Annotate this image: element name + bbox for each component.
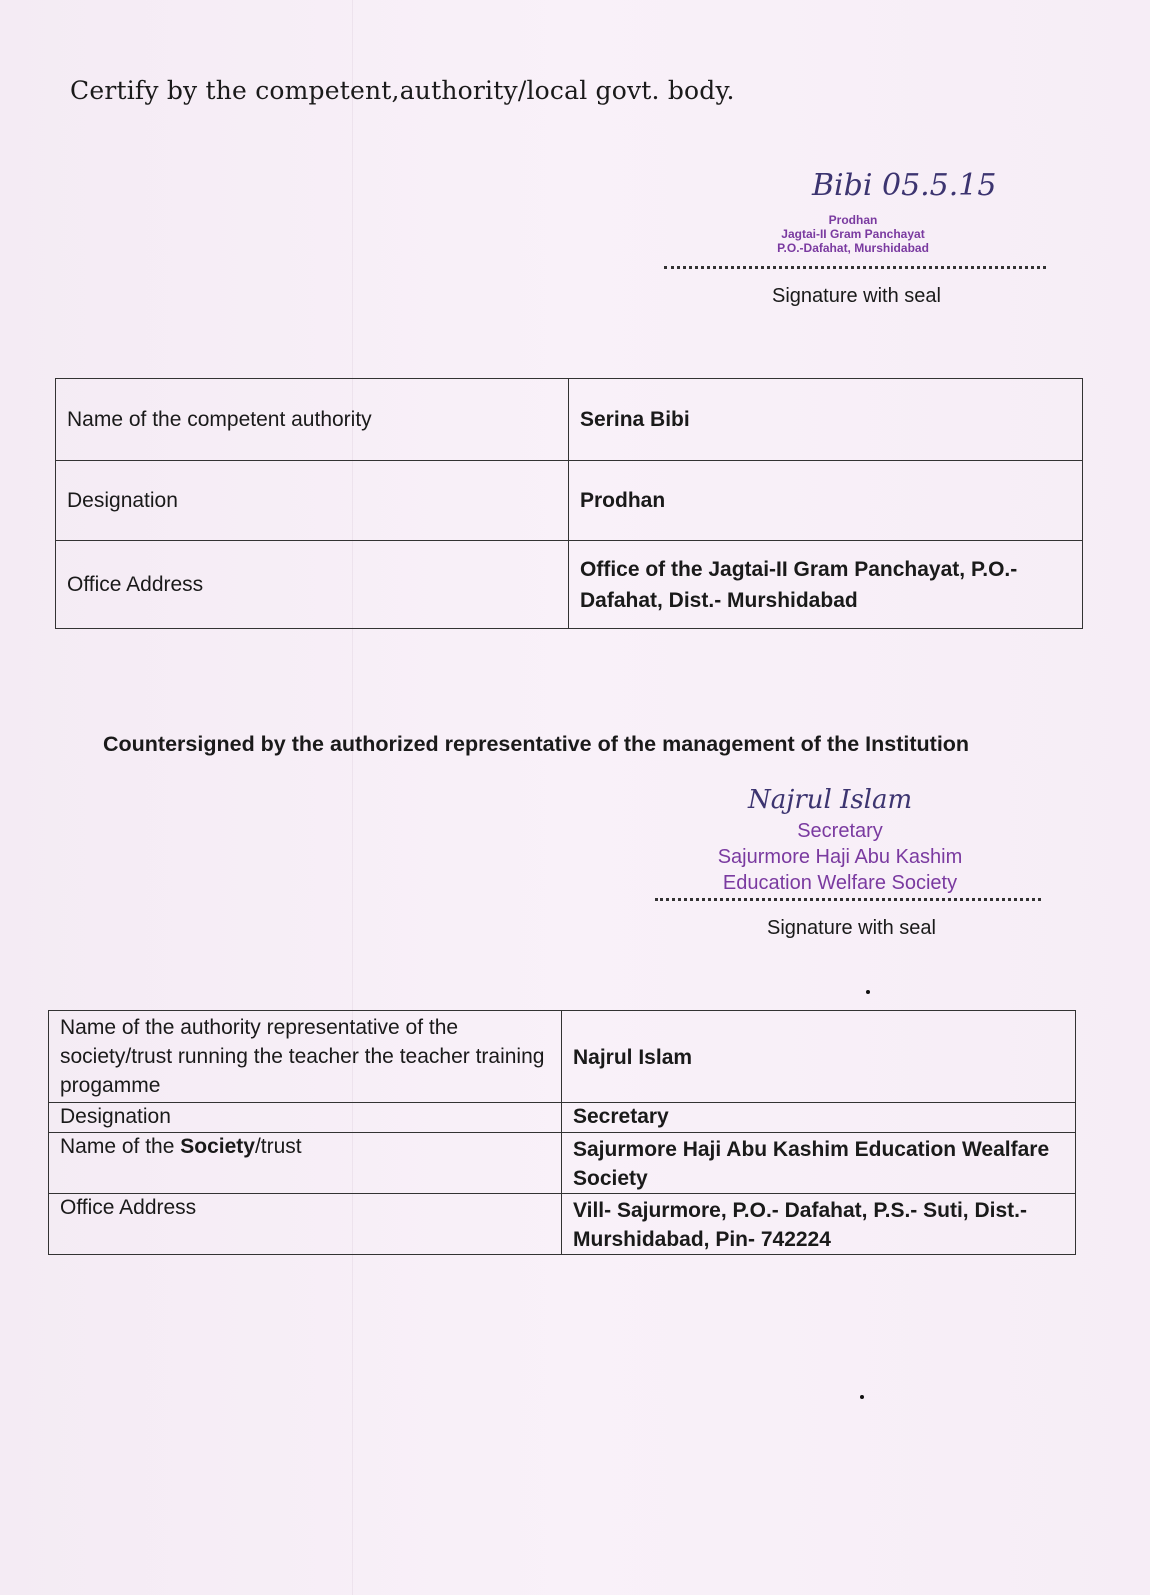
signature-dotted-line [655,898,1041,901]
table-label-cell: Office Address [56,541,569,629]
seal-line: Prodhan [828,213,878,227]
seal-line: P.O.-Dafahat, Murshidabad [777,241,929,255]
table-row [56,541,1083,629]
seal-line: Jagtai-II Gram Panchayat [781,227,925,241]
office-address-value: Office of the Jagtai-II Gram Panchayat, P.O.- Dafahat, Dist.- Murshidabad [569,541,1083,629]
competent-authority-table [55,378,1083,629]
handwritten-signature: Bibi 05.5.15 [812,168,997,203]
paper-fold-line [352,0,353,1595]
handwritten-signature: Najrul Islam [748,785,913,815]
seal-line: Sajurmore Haji Abu Kashim [717,846,963,868]
seal-stamp [748,213,958,255]
table-row [56,379,1083,461]
signature-caption: Signature with seal [767,917,936,939]
institution-representative-table [48,1010,1076,1255]
signature-caption: Signature with seal [772,285,941,307]
seal-line: Education Welfare Society [722,872,958,894]
label-text: Name of the [60,1135,181,1158]
table-label-cell: Designation [49,1103,562,1133]
table-label-cell: Name of the competent authority [56,379,569,461]
label-text-bold: Society [180,1135,255,1158]
designation-value: Secretary [562,1103,1076,1133]
table-row [49,1011,1076,1103]
table-row [56,461,1083,541]
table-label-cell: Office Address [49,1194,562,1255]
table-label-cell: Designation [56,461,569,541]
paper-speck [866,990,870,994]
office-address-value: Vill- Sajurmore, P.O.- Dafahat, P.S.- Suti, Dist.- Murshidabad, Pin- 742224 [562,1194,1076,1255]
countersigned-heading: Countersigned by the authorized representative of the management of the Institution [103,732,970,756]
table-row [49,1103,1076,1133]
table-label-cell: Name of the authority representative of the society/trust running the teacher the teacher training progamme [49,1011,562,1103]
signature-dotted-line [664,266,1046,269]
paper-speck [860,1395,864,1399]
table-label-cell [49,1133,562,1194]
designation-value: Prodhan [569,461,1083,541]
table-row [49,1194,1076,1255]
table-row [49,1133,1076,1194]
label-text: /trust [254,1135,302,1158]
certify-heading: Certify by the competent,authority/local govt. body. [70,76,735,105]
seal-line: Secretary [797,820,883,842]
seal-stamp [700,820,980,895]
authority-name-value: Serina Bibi [569,379,1083,461]
representative-name-value: Najrul Islam [562,1011,1076,1103]
society-name-value: Sajurmore Haji Abu Kashim Education Wealfare Society [562,1133,1076,1194]
